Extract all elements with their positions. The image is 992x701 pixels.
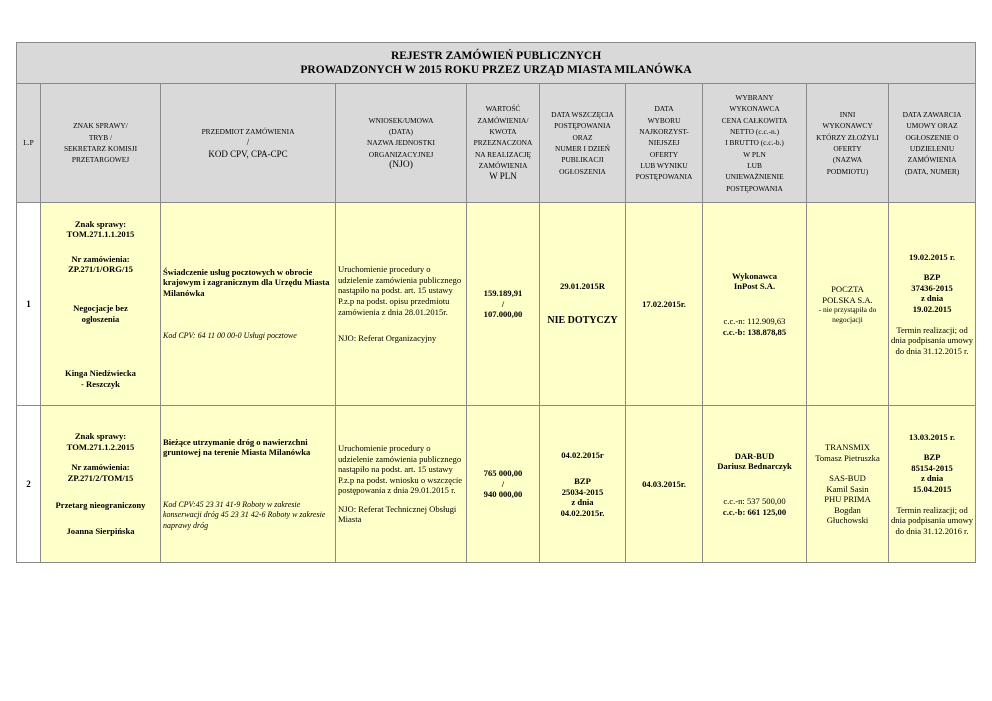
header-text: W PLN: [489, 171, 517, 182]
header-text: ORGANIZACYJNEJ: [368, 149, 434, 159]
termin-text: Termin realizacji; od dnia podpisania umowy do dnia 31.12.2016 r.: [891, 504, 974, 536]
header-text: OFERTY: [649, 149, 679, 159]
inni-name: SAS-BUD: [829, 473, 866, 484]
cell-data-zawarcia: [889, 203, 976, 406]
header-text: DATA: [654, 104, 674, 114]
znak-label: Znak sprawy:: [74, 431, 127, 442]
header-row: [17, 84, 976, 203]
data-zawarcia: 13.03.2015 r.: [909, 431, 956, 442]
header-text: NIEJSZEJ: [648, 138, 680, 148]
data-zawarcia: 19.02.2015 r.: [909, 251, 956, 262]
header-text: (DATA): [388, 127, 414, 137]
inni-name: POCZTA: [831, 283, 864, 294]
header-text: POSTĘPOWANIA: [635, 172, 693, 182]
header-text: PUBLIKACJI: [561, 155, 604, 165]
cena-netto: c.c.-n: 112.909,63: [723, 316, 786, 326]
header-text: WYKONAWCA: [729, 104, 780, 114]
header-text: WYKONAWCY: [822, 121, 873, 131]
cell-wniosek: [336, 203, 467, 406]
cell-wykonawca: [703, 203, 807, 406]
njo-text: NJO: Referat Organizacyjny: [338, 333, 437, 344]
cell-data-wyboru: 04.03.2015r.: [626, 406, 703, 563]
wartosc-value: 765 000,00: [483, 468, 523, 479]
header-text: NA REALIZACJĘ: [474, 149, 532, 159]
sekretarz-name: - Reszczyk: [81, 378, 120, 389]
publikacja-text: 04.02.2015r.: [560, 507, 605, 518]
cell-wykonawca: [703, 406, 807, 563]
data-wszczecia: 04.02.2015r: [561, 449, 604, 460]
header-text: PRZEDMIOT ZAMÓWIENIA: [201, 127, 295, 137]
wniosek-text: Uruchomienie procedury o udzielenie zamówienia publicznego nastąpiło na podst. art. 15 ustawy P.z.p na podst. wniosku o wszczęcie postępowania z dnia 29.01.2015 r.: [338, 442, 463, 496]
bzp-text: 85154-2015: [911, 462, 953, 473]
njo-text: NJO: Referat Technicznej Obsługi Miasta: [338, 503, 457, 525]
znak-label: Znak sprawy:: [74, 218, 127, 229]
header-text: ZNAK SPRAWY/: [73, 121, 128, 131]
header-text: ZAMÓWIENIA/: [477, 115, 529, 125]
header-text: SEKRETARZ KOMISJI: [63, 144, 138, 153]
header-text: LUB WYNIKU: [640, 160, 688, 170]
header-text: UDZIELENIU: [909, 144, 955, 153]
nr-label: Nr zamówienia:: [71, 253, 130, 264]
header-wartosc: [467, 84, 540, 203]
cell-data-zawarcia: [889, 406, 976, 563]
bzp-text: BZP: [923, 452, 941, 463]
tryb-text: Negocjacje bez: [73, 303, 128, 313]
header-text: (NJO): [389, 159, 413, 170]
cell-znak: [41, 406, 161, 563]
wykonawca-name: DAR-BUD: [734, 450, 775, 461]
header-text: CENA CAŁKOWITA: [721, 115, 788, 125]
header-text: ZAMÓWIENIA: [478, 160, 528, 170]
header-text: DATA ZAWARCIA: [902, 110, 962, 120]
znak-value: TOM.271.1.2.2015: [66, 441, 135, 452]
wartosc-separator: /: [501, 298, 505, 309]
cell-data-wyboru: 17.02.2015r.: [626, 203, 703, 406]
bzp-text: 37436-2015: [911, 282, 953, 293]
header-znak: [41, 84, 161, 203]
cell-przedmiot: [161, 406, 336, 563]
cena-netto: c.c.-n: 537 500,00: [723, 496, 786, 506]
header-text: POSTĘPOWANIA: [726, 183, 783, 193]
header-inni: [807, 84, 889, 203]
publikacja-text: BZP: [574, 476, 591, 487]
inni-name: Kamil Sasin: [826, 483, 869, 494]
nr-value: ZP.271/2/TOM/15: [67, 473, 134, 483]
przedmiot-text: Świadczenie usług pocztowych w obrocie krajowym i zagranicznym dla Urzędu Miasta Milanówka: [163, 266, 330, 298]
header-przedmiot: [161, 84, 336, 203]
wykonawca-name: Dariusz Bednarczyk: [717, 461, 792, 472]
header-text: ORAZ: [572, 132, 593, 142]
inni-name: Bogdan: [834, 504, 861, 515]
wykonawca-name: InPost S.A.: [733, 281, 776, 292]
title-line2: PROWADZONYCH W 2015 ROKU PRZEZ URZĄD MIASTA MILANÓWKA: [300, 64, 692, 76]
inni-note: - nie przystąpiła do negocjacji: [818, 305, 877, 324]
publikacja-text: z dnia: [571, 497, 594, 508]
inni-name: Głuchowski: [826, 515, 869, 526]
cell-data-wszczecia: [540, 203, 626, 406]
header-text: /: [246, 137, 250, 148]
header-text: OGŁOSZENIE O: [905, 132, 959, 142]
bzp-text: z dnia: [920, 473, 944, 484]
register-title: [17, 43, 976, 84]
bzp-text: BZP: [923, 272, 941, 283]
bzp-text: 15.04.2015: [912, 484, 952, 494]
cell-wartosc: [467, 203, 540, 406]
header-text: KTÓRZY ZŁOŻYLI: [816, 132, 879, 142]
header-text: WYBORU: [647, 115, 681, 125]
cell-inni: [807, 406, 889, 563]
header-data-zawarcia: [889, 84, 976, 203]
header-text: LUB: [747, 160, 762, 170]
header-text: POSTĘPOWANIA: [554, 121, 611, 131]
cell-inni: [807, 203, 889, 406]
inni-name: PHU PRIMA: [824, 494, 871, 505]
header-lp: L.P: [17, 84, 41, 203]
header-text: W PLN: [743, 149, 766, 159]
przedmiot-text: Bieżące utrzymanie dróg o nawierzchni gruntowej na terenie Miasta Milanówka: [163, 436, 311, 458]
header-text: PODMIOTU): [826, 166, 869, 176]
header-text: WARTOŚĆ: [485, 104, 521, 114]
title-row: [17, 43, 976, 84]
header-text: PRZEZNACZONA: [473, 138, 533, 148]
row-number: 1: [17, 203, 41, 406]
table-row: [17, 406, 976, 563]
table-row: [17, 203, 976, 406]
sekretarz-name: Joanna Sierpińska: [66, 526, 135, 537]
header-text: UNIEWAŻNIENIE: [725, 172, 784, 182]
cpv-code: Kod CPV: 64 11 00 00-0 Usługi pocztowe: [163, 330, 297, 340]
cpv-code: Kod CPV:45 23 31 41-9 Roboty w zakresie konserwacji dróg 45 23 31 42-6 Roboty w zakresie naprawy dróg: [163, 499, 326, 530]
header-text: TRYB /: [88, 132, 113, 142]
sekretarz-name: Kinga Niedźwiecka: [65, 368, 136, 379]
register-table: [16, 42, 976, 563]
header-text: OFERTY: [833, 144, 862, 153]
publikacja-text: NIE DOTYCZY: [547, 315, 618, 326]
tryb-text: Przetarg nieograniczony: [55, 499, 146, 510]
publikacja-text: 25034-2015: [561, 486, 604, 497]
cell-przedmiot: [161, 203, 336, 406]
header-data-wszczecia: [540, 84, 626, 203]
wartosc-value: 107.000,00: [483, 309, 523, 320]
header-text: WNIOSEK/UMOWA: [368, 115, 434, 125]
header-text: ZAMÓWIENIA: [907, 155, 957, 165]
header-text: KWOTA: [489, 127, 517, 137]
header-text: UMOWY ORAZ: [906, 121, 958, 131]
cell-znak: [41, 203, 161, 406]
header-wykonawca: [703, 84, 807, 203]
wniosek-text: Uruchomienie procedury o udzielenie zamówienia publicznego nastąpiło na podst. art. 15 ustawy P.z.p na podst. opisu przedmiotu zamówienia z dnia 28.01.2015r.: [338, 264, 462, 317]
header-text: NETTO (c.c.-n.): [729, 127, 780, 137]
header-wniosek: [336, 84, 467, 203]
wartosc-separator: /: [501, 478, 505, 489]
wartosc-value: 159.189,91: [483, 288, 523, 299]
header-text: NUMER I DZIEŃ: [554, 144, 610, 153]
header-text: KOD CPV, CPA-CPC: [208, 148, 288, 159]
header-text: NAZWA JEDNOSTKI: [367, 138, 435, 148]
header-text: I BRUTTO (c.c.-b.): [725, 138, 784, 148]
cena-brutto: c.c.-b: 138.878,85: [722, 326, 787, 337]
title-line1: REJESTR ZAMÓWIEŃ PUBLICZNYCH: [390, 50, 602, 62]
row-number: 2: [17, 406, 41, 563]
header-text: INNI: [839, 110, 856, 120]
bzp-text: z dnia: [920, 293, 944, 304]
bzp-text: 19.02.2015: [912, 304, 952, 314]
cell-wartosc: [467, 406, 540, 563]
cell-data-wszczecia: [540, 406, 626, 563]
nr-label: Nr zamówienia:: [71, 462, 130, 473]
tryb-text: ogłoszenia: [81, 313, 120, 324]
header-text: OGŁOSZENIA: [559, 166, 606, 176]
data-wszczecia: 29.01.2015R: [560, 281, 605, 292]
wartosc-value: 940 000,00: [483, 489, 523, 500]
cena-brutto: c.c.-b: 661 125,00: [722, 506, 787, 517]
header-text: PRZETARGOWEJ: [71, 155, 130, 165]
inni-name: Tomasz Pietruszka: [815, 452, 880, 463]
header-text: DATA WSZCZĘCIA: [551, 110, 614, 120]
wykonawca-name: Wykonawca: [731, 270, 778, 281]
header-text: (DATA, NUMER): [904, 166, 960, 176]
inni-name: TRANSMIX: [825, 441, 870, 452]
header-text: WYBRANY: [735, 93, 774, 103]
cell-wniosek: [336, 406, 467, 563]
termin-text: Termin realizacji; od dnia podpisania umowy do dnia 31.12.2015 r.: [891, 324, 974, 356]
header-text: NAJKORZYST-: [639, 127, 689, 137]
inni-name: POLSKA S.A.: [822, 294, 873, 305]
header-text: (NAZWA: [832, 155, 863, 165]
header-data-wyboru: [626, 84, 703, 203]
znak-value: TOM.271.1.1.2015: [66, 229, 135, 240]
nr-value: ZP.271/1/ORG/15: [68, 264, 133, 275]
